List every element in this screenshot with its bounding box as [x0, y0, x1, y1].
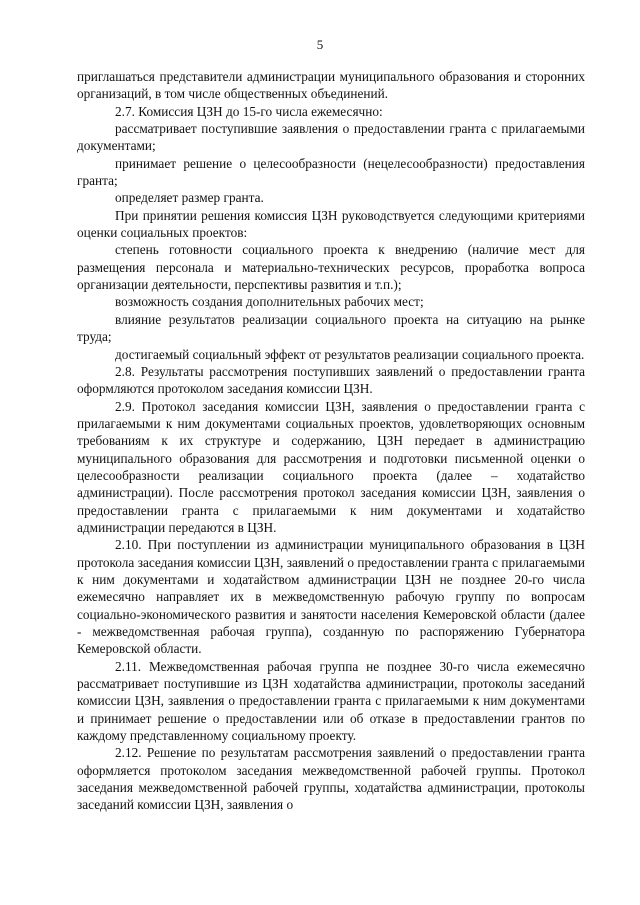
page-number: 5 — [316, 37, 324, 52]
document-body — [77, 68, 585, 814]
paragraph-criteria-intro: При принятии решения комиссия ЦЗН руководствуется следующими критериями оценки социальных проектов: — [77, 207, 585, 241]
paragraph-continuation: приглашаться представители администрации муниципального образования и сторонних организаций, в том числе общественных объединений. — [77, 69, 585, 102]
paragraph-grant-amount: определяет размер гранта. — [115, 190, 264, 206]
paragraph-criterion-jobs: возможность создания дополнительных рабочих мест; — [115, 294, 424, 310]
paragraph-2-9: 2.9. Протокол заседания комиссии ЦЗН, заявления о предоставлении гранта с прилагаемыми к ним документами социальных проектов, удовлетворяющих основным требованиям к их структуре и содержанию, ЦЗН передает в администрацию муниципального образования для рассмотрения и подготовки письменной оценки о целесообразности реализации социального проекта (далее – ходатайство администрации). После рассмотрения протокол заседания комиссии ЦЗН, заявления о предоставлении гранта с прилагаемыми к ним документами и ходатайство администрации передаются в ЦЗН. — [77, 398, 585, 535]
paragraph-2-8: 2.8. Результаты рассмотрения поступивших заявлений о предоставлении гранта оформляются протоколом заседания комиссии ЦЗН. — [77, 363, 585, 397]
paragraph-make-decision: принимает решение о целесообразности (нецелесообразности) предоставления гранта; — [77, 155, 585, 189]
paragraph-criterion-social-effect: достигаемый социальный эффект от результатов реализации социального проекта. — [115, 346, 585, 362]
paragraph-criterion-labor-market: влияние результатов реализации социального проекта на ситуацию на рынке труда; — [77, 311, 585, 345]
paragraph-2-12: 2.12. Решение по результатам рассмотрения заявлений о предоставлении гранта оформляется протоколом заседания межведомственной рабочей группы. Протокол заседания межведомственной рабочей группы, ходатайства администрации, протоколы заседаний комиссии ЦЗН, заявления о — [77, 745, 585, 813]
paragraph-review-applications: рассматривает поступившие заявления о предоставлении гранта с прилагаемыми документами; — [77, 121, 585, 154]
paragraph-2-7: 2.7. Комиссия ЦЗН до 15-го числа ежемесячно: — [115, 103, 383, 119]
paragraph-2-10: 2.10. При поступлении из администрации муниципального образования в ЦЗН протокола заседания комиссии ЦЗН, заявлений о предоставлении гранта с прилагаемыми к ним документами и ходатайством администрации ЦЗН не позднее 20-го числа ежемесячно направляет их в межведомственную рабочую группу по вопросам социально-экономического развития и занятости населения Кемеровской области (далее - межведомственная рабочая группа), созданную по распоряжению Губернатора Кемеровской области. — [77, 537, 585, 657]
paragraph-criterion-readiness: степень готовности социального проекта к внедрению (наличие мест для размещения персонала и материально-технических ресурсов, проработка вопроса организации деятельности, перспективы развития и т.п.); — [77, 242, 585, 293]
paragraph-2-11: 2.11. Межведомственная рабочая группа не позднее 30-го числа ежемесячно рассматривает поступившие из ЦЗН ходатайства администрации, протоколы заседаний комиссии ЦЗН, заявления о предоставлении гранта с прилагаемыми к ним документами и принимает решение о предоставлении или об отказе в предоставлении грантов по каждому представленному социальному проекту. — [77, 658, 585, 744]
